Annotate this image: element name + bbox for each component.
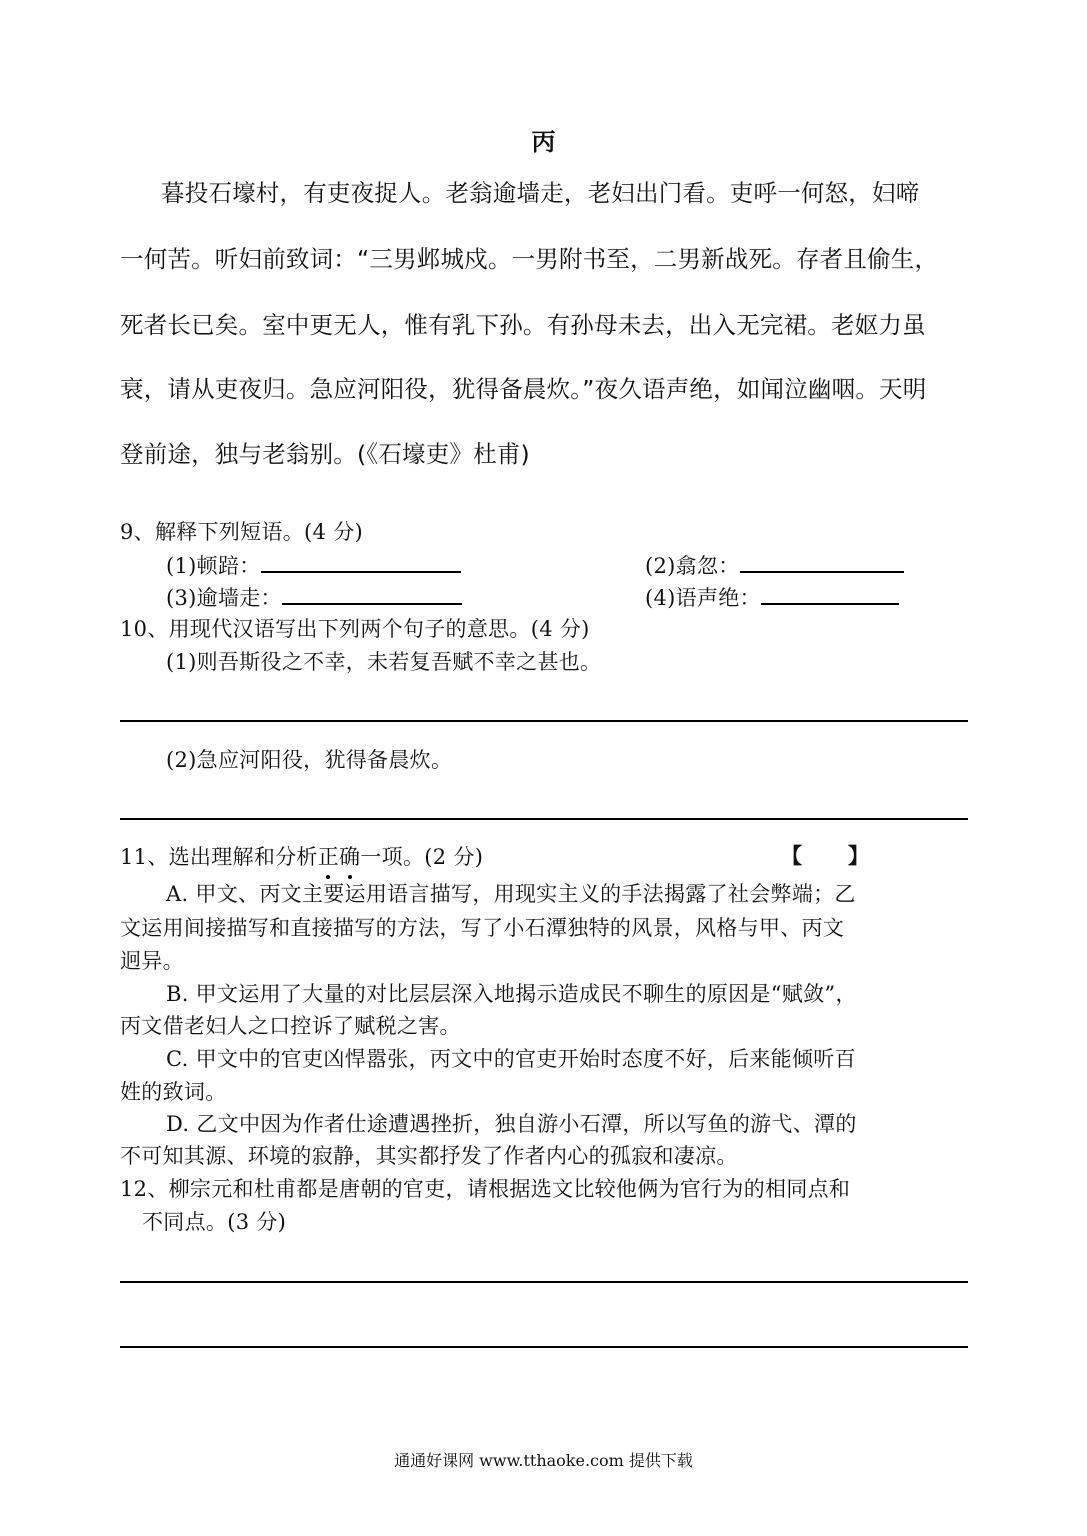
passage-title: 丙 xyxy=(531,128,556,156)
answer-line[interactable] xyxy=(120,818,968,820)
q9-item-3 xyxy=(166,582,462,612)
q9-item-1-label: (1)顿踣： xyxy=(166,554,261,578)
q11-option-c-line-2: 姓的致词。 xyxy=(120,1080,227,1104)
q11-option-a-line-1: A. 甲文、丙文主要运用语言描写，用现实主义的手法揭露了社会弊端；乙 xyxy=(166,882,856,906)
passage-line-3: 死者长已矣。室中更无人，惟有乳下孙。有孙母未去，出入无完裙。老妪力虽 xyxy=(120,311,926,339)
q9-item-2 xyxy=(645,550,904,580)
q10-stem: 10、用现代汉语写出下列两个句子的意思。(4 分) xyxy=(120,617,590,641)
page-footer: 通通好课网 www.tthaoke.com 提供下载 xyxy=(394,1451,693,1470)
q11-stem xyxy=(120,841,483,871)
q9-item-4 xyxy=(645,582,899,612)
answer-blank[interactable] xyxy=(761,599,899,605)
q11-option-a-line-2: 文运用间接描写和直接描写的方法，写了小石潭独特的风景，风格与甲、丙文 xyxy=(120,916,845,940)
q11-option-d-line-2: 不可知其源、环境的寂静，其实都抒发了作者内心的孤寂和凄凉。 xyxy=(120,1144,738,1168)
passage-line-5: 登前途，独与老翁别。(《石壕吏》杜甫) xyxy=(120,440,530,468)
q9-item-4-label: (4)语声绝： xyxy=(645,586,761,610)
answer-line[interactable] xyxy=(120,1346,968,1348)
answer-bracket-close: 】 xyxy=(848,844,869,868)
answer-bracket-open: 【 xyxy=(781,844,802,868)
q9-stem: 9、解释下列短语。(4 分) xyxy=(120,520,363,544)
q9-item-3-label: (3)逾墙走： xyxy=(166,586,282,610)
answer-line[interactable] xyxy=(120,1281,968,1283)
q12-stem-line-2: 不同点。(3 分) xyxy=(142,1210,287,1234)
q10-sentence-1: (1)则吾斯役之不幸，未若复吾赋不幸之甚也。 xyxy=(166,650,602,674)
q11-stem-pre: 11、选出理解和分析 xyxy=(120,845,318,869)
passage-line-1: 暮投石壕村，有吏夜捉人。老翁逾墙走，老妇出门看。吏呼一何怒，妇啼 xyxy=(161,179,920,207)
answer-blank[interactable] xyxy=(261,567,461,573)
answer-blank[interactable] xyxy=(282,599,462,605)
q11-option-a-line-3: 迥异。 xyxy=(120,949,184,973)
q11-option-b-line-2: 丙文借老妇人之口控诉了赋税之害。 xyxy=(120,1014,461,1038)
q9-item-2-label: (2)翕忽： xyxy=(645,554,740,578)
q11-option-b-line-1: B. 甲文运用了大量的对比层层深入地揭示造成民不聊生的原因是“赋敛”， xyxy=(166,982,857,1006)
q12-stem-line-1: 12、柳宗元和杜甫都是唐朝的官吏，请根据选文比较他俩为官行为的相同点和 xyxy=(120,1177,851,1201)
passage-line-4: 衰，请从吏夜归。急应河阳役，犹得备晨炊。”夜久语声绝，如闻泣幽咽。天明 xyxy=(120,375,927,403)
emphasis-char: 确 xyxy=(339,841,360,871)
q11-option-c-line-1: C. 甲文中的官吏凶悍嚣张，丙文中的官吏开始时态度不好，后来能倾听百 xyxy=(166,1047,856,1071)
answer-line[interactable] xyxy=(120,720,968,722)
q9-item-1 xyxy=(166,550,461,580)
q11-stem-post: 一项。(2 分) xyxy=(360,845,484,869)
q11-option-d-line-1: D. 乙文中因为作者仕途遭遇挫折，独自游小石潭，所以写鱼的游弋、潭的 xyxy=(166,1112,857,1136)
passage-line-2: 一何苦。听妇前致词：“三男邺城戍。一男附书至，二男新战死。存者且偷生， xyxy=(120,245,939,273)
q10-sentence-2: (2)急应河阳役，犹得备晨炊。 xyxy=(166,748,453,772)
emphasis-char: 正 xyxy=(318,841,339,871)
answer-blank[interactable] xyxy=(740,567,904,573)
